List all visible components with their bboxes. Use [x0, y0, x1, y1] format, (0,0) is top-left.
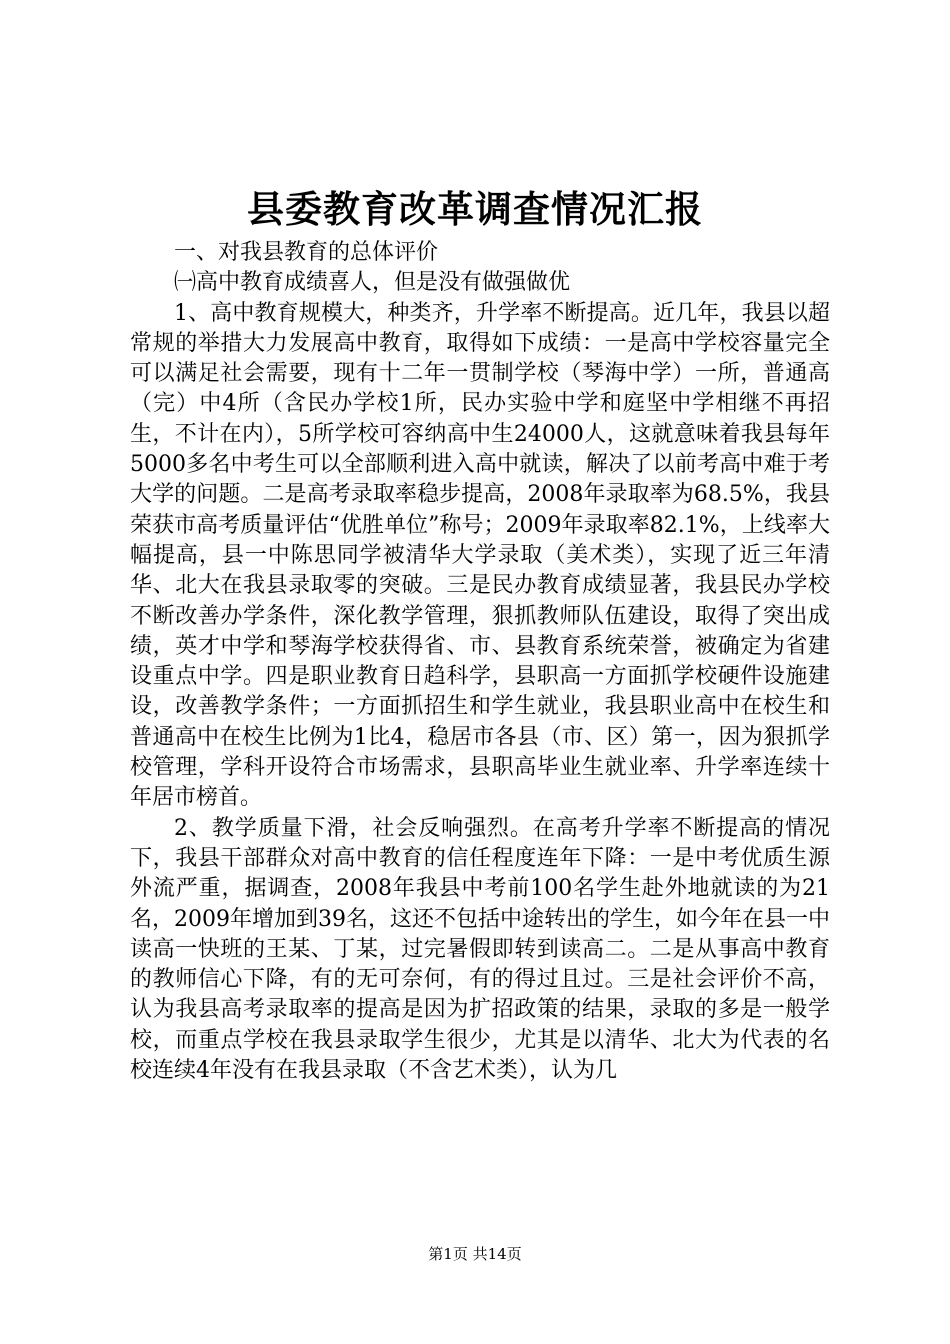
section-heading: 一、对我县教育的总体评价 — [174, 240, 439, 265]
page-number-footer: 第1页 共14页 — [428, 1245, 522, 1263]
body-paragraph: 2、教学质量下滑，社会反响强烈。在高考升学率不断提高的情况下，我县干部群众对高中教育的信任程度连年下降：一是中考优质生源外流严重，据调查，2008年我县中考前100名学生赴外地就读的为21名，2009年增加到39名，这还不包括中途转出的学生，如今年在县一中读高一快班的王某、丁某，过完暑假即转到读高二。二是从事高中教育的教师信心下降，有的无可奈何，有的得过且过。三是社会评价不高，认为我县高考录取率的提高是因为扩招政策的结果，录取的多是一般学校，而重点学校在我县录取学生很少，尤其是以清华、北大为代表的名校连续4年没有在我县录取（不含艺术类），认为几 — [130, 815, 830, 1084]
subsection-heading: ㈠高中教育成绩喜人，但是没有做强做优 — [174, 270, 571, 296]
document-title: 县委教育改革调查情况汇报 — [247, 187, 703, 231]
document-body — [130, 238, 830, 1086]
body-paragraph: 1、高中教育规模大，种类齐，升学率不断提高。近几年，我县以超常规的举措大力发展高中教育，取得如下成绩：一是高中学校容量完全可以满足社会需要，现有十二年一贯制学校（琴海中学）一所，普通高（完）中4所（含民办学校1所，民办实验中学和庭坚中学相继不再招生，不计在内），5所学校可容纳高中生24000人，这就意味着我县每年5000多名中考生可以全部顺利进入高中就读，解决了以前考高中难于考大学的问题。二是高考录取率稳步提高，2008年录取率为68.5%，我县荣获市高考质量评估“优胜单位”称号；2009年录取率82.1%，上线率大幅提高，县一中陈思同学被清华大学录取（美术类），实现了近三年清华、北大在我县录取零的突破。三是民办教育成绩显著，我县民办学校不断改善办学条件，深化教学管理，狠抓教师队伍建设，取得了突出成绩，英才中学和琴海学校获得省、市、县教育系统荣誉，被确定为省建设重点中学。四是职业教育日趋科学，县职高一方面抓学校硬件设施建设，改善教学条件；一方面抓招生和学生就业，我县职业高中在校生和普通高中在校生比例为1比4，稳居市各县（市、区）第一，因为狠抓学校管理，学科开设符合市场需求，县职高毕业生就业率、升学率连续十年居市榜首。 — [130, 300, 830, 811]
